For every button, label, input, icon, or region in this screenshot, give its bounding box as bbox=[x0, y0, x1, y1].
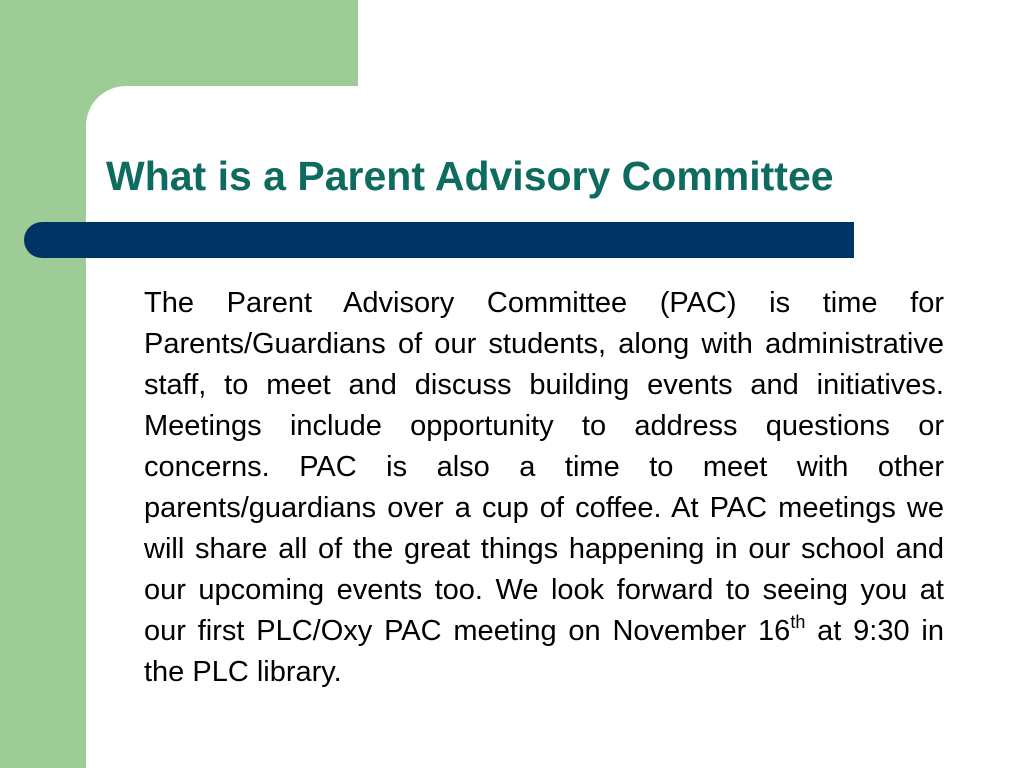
slide-title: What is a Parent Advisory Committee bbox=[106, 153, 834, 199]
body-text-tail: at 9:30 in the PLC library. bbox=[144, 615, 944, 688]
body-paragraph bbox=[144, 283, 944, 693]
body-text-main: The Parent Advisory Committee (PAC) is time for Parents/Guardians of our students, along with administrative staff, to meet and discuss building events and initiatives. Meetings include opportunity to address questions or concerns. PAC is also a time to meet with other parents/guardians over a cup of coffee. At PAC meetings we will share all of the great things happening in our school and our upcoming events too. We look forward to seeing you at our first PLC/Oxy PAC meeting on November 16 bbox=[144, 287, 944, 647]
ordinal-superscript: th bbox=[790, 612, 806, 632]
title-underline-bar bbox=[24, 222, 854, 258]
